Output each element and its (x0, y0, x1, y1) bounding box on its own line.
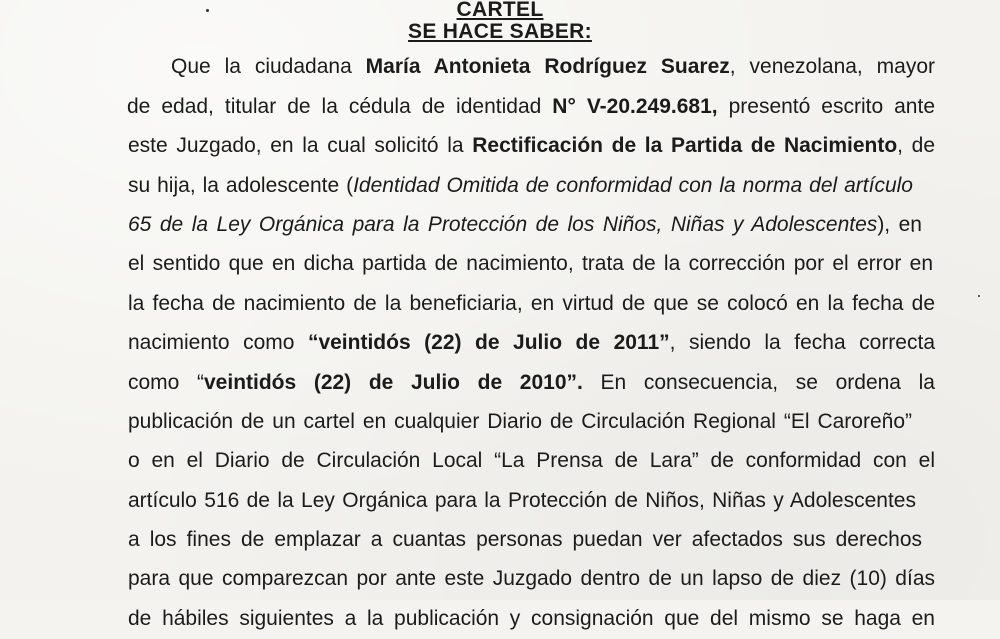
text-line-content (128, 441, 935, 481)
text-segment: En consecuencia, se ordena la (582, 371, 935, 394)
text-line-content (128, 599, 935, 639)
bold-text-segment: María Antonieta Rodríguez Suarez (365, 55, 730, 78)
text-segment: , siendo la fecha correcta (669, 331, 935, 354)
text-segment: nacimiento como (128, 331, 308, 354)
text-segment: la fecha de nacimiento de la beneficiaria, en virtud de que se colocó en la fecha de (128, 292, 935, 315)
text-segment: su hija, la adolescente ( (128, 174, 354, 197)
text-line (0, 87, 1000, 127)
text-segment: ), en (877, 213, 922, 236)
text-line (0, 244, 1000, 284)
text-line-content (128, 284, 935, 324)
italic-text-segment: Identidad Omitida de conformidad con la norma del artículo (353, 174, 913, 197)
scan-speck (206, 9, 209, 12)
text-line-content (128, 402, 912, 442)
text-segment: o en el Diario de Circulación Local “La Prensa de Lara” de conformidad con el (128, 449, 935, 472)
text-segment: el sentido que en dicha partida de nacimiento, trata de la corrección por el error en (128, 252, 933, 275)
text-segment: artículo 516 de la Ley Orgánica para la Protección de Niños, Niñas y Adolescentes (128, 489, 916, 512)
text-line-content (128, 244, 933, 284)
text-segment: presentó escrito ante (717, 95, 935, 118)
text-line-content (128, 126, 935, 166)
text-line (0, 481, 1000, 521)
text-segment: publicación de un cartel en cualquier Diario de Circulación Regional “El Caroreño” (128, 410, 912, 433)
text-line-content (128, 481, 916, 521)
text-line-content (127, 87, 935, 127)
text-segment: este Juzgado, en la cual solicitó la (128, 134, 473, 157)
text-line-content (171, 47, 935, 87)
bold-text-segment: N° V-20.249.681, (552, 95, 718, 118)
text-line (0, 126, 1000, 166)
text-line (0, 599, 1000, 639)
text-segment: , de (897, 134, 936, 157)
text-line (0, 166, 1000, 206)
text-segment: de edad, titular de la cédula de identidad (127, 95, 553, 118)
text-line (0, 47, 1000, 87)
text-line (0, 363, 1000, 403)
text-line-content (128, 559, 935, 599)
text-line (0, 441, 1000, 481)
text-line (0, 520, 1000, 560)
text-segment: para que comparezcan por ante este Juzgado dentro de un lapso de diez (10) días (128, 567, 935, 590)
text-segment: como “ (128, 371, 204, 394)
document-subtitle: SE HACE SABER: (408, 20, 592, 43)
text-line (0, 284, 1000, 324)
bold-text-segment: “veintidós (22) de Julio de 2011” (307, 331, 670, 354)
text-line (0, 402, 1000, 442)
text-line (0, 559, 1000, 599)
text-line-content (128, 323, 935, 363)
text-segment: Que la ciudadana (171, 55, 366, 78)
text-segment: , venezolana, mayor (729, 55, 936, 78)
bold-text-segment: veintidós (22) de Julio de 2010”. (204, 371, 583, 394)
italic-text-segment: 65 de la Ley Orgánica para la Protección de los Niños, Niñas y Adolescentes (128, 213, 878, 236)
bold-text-segment: Rectificación de la Partida de Nacimiento (472, 134, 898, 157)
text-line-content (128, 205, 922, 245)
text-line-content (128, 520, 922, 560)
text-line (0, 323, 1000, 363)
text-segment: a los fines de emplazar a cuantas personas puedan ver afectados sus derechos (128, 528, 922, 551)
text-line-content (128, 363, 935, 403)
document-title: CARTEL (456, 0, 544, 21)
text-line-content (128, 166, 913, 206)
text-line (0, 205, 1000, 245)
text-segment: de hábiles siguientes a la publicación y consignación que del mismo se haga en (128, 607, 935, 630)
